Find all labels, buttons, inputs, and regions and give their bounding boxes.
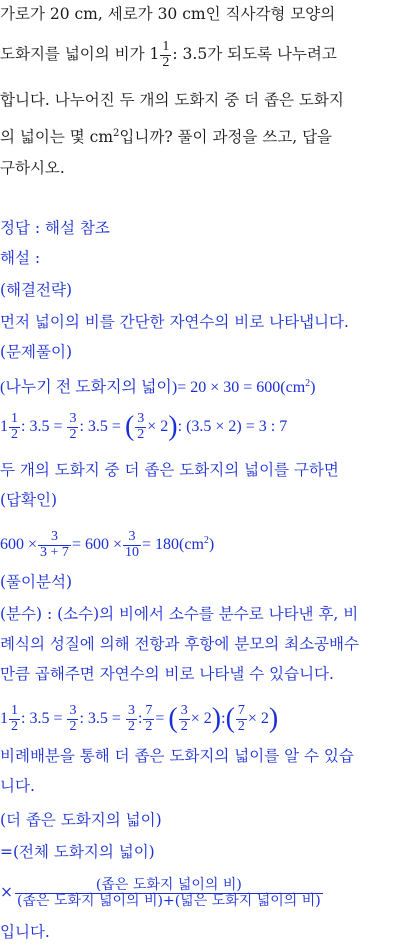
- analysis-line-1: (분수) : (소수)의 비에서 소수를 분수로 나타낸 후, 비: [0, 605, 359, 623]
- strategy-text: 먼저 넓이의 비를 간단한 자연수의 비로 나타냅니다.: [0, 313, 349, 331]
- mixed-fraction: $\frac{1}{2}$: [162, 39, 170, 70]
- area-before-equation: (나누기 전 도화지의 넓이)= $20 \times 30 = 600(cm^2)$: [0, 378, 316, 396]
- ratio-equation-2: 1 $\frac{1}{2}$ : 3.5 = $\frac{3}{2}$ : 3.5 = $\frac{3}{2}$ : $\frac{7}{2}$ = ( $\frac{3}{2}$ × 2):( $\frac{7}{2}$ × 2): [0, 703, 279, 735]
- word-fraction-line: × $\frac{\text{(좁은 도화지 넓이의 비)}}{\text{(좁은 도화지 넓이의 비)+(넓은 도화지 넓이의 비)}}$: [0, 877, 321, 909]
- narrow-sentence: 두 개의 도화지 중 더 좁은 도화지의 넓이를 구하면: [0, 461, 339, 479]
- answer-line: 정답 : 해설 참조: [0, 219, 110, 237]
- problem-text: 가로가 20 cm, 세로가 30 cm인 직사각형 모양의: [0, 5, 336, 23]
- proportional-line-1: 비례배분을 통해 더 좁은 도화지의 넓이를 알 수 있습: [0, 747, 354, 765]
- narrow-area-label: (더 좁은 도화지의 넓이): [0, 811, 162, 829]
- problem-text: 합니다. 나누어진 두 개의 도화지 중 더 좁은 도화지: [0, 91, 344, 109]
- problem-text: : 3.5가 되도록 나누려고: [172, 45, 337, 64]
- word-fraction: $\frac{\text{(좁은 도화지 넓이의 비)}}{\text{(좁은 도화지 넓이의 비)+(넓은 도화지 넓이의 비)}}$: [17, 877, 321, 909]
- analysis-heading: (풀이분석): [0, 573, 72, 591]
- analysis-line-3: 만큼 곱해주면 자연수의 비로 나타낼 수 있습니다.: [0, 665, 334, 683]
- ending-text: 입니다.: [0, 923, 50, 941]
- explain-label: 해설 :: [0, 249, 41, 267]
- problem-line-3: [0, 90, 344, 110]
- problem-text: 도화지를 넓이의 비가 1: [0, 45, 160, 64]
- proportional-line-2: 니다.: [0, 777, 35, 795]
- analysis-line-2: 례식의 성질에 의해 전항과 후항에 분모의 최소공배수: [0, 635, 359, 653]
- problem-line-2: [0, 40, 337, 70]
- strategy-heading: (해결전략): [0, 281, 72, 299]
- problem-line-4: 의 넓이는 몇 $cm^2$입니까? 풀이 과정을 쓰고, 답을: [0, 128, 333, 146]
- calc-equation: 600 × $\frac{3}{3 + 7}$ = 600 × $\frac{3}{10}$ = $180(cm^2)$: [0, 529, 215, 560]
- problem-line-1: [0, 4, 335, 24]
- problem-line-5: 구하시오.: [0, 159, 65, 177]
- solve-heading: (문제풀이): [0, 343, 72, 361]
- ratio-equation: 1 $\frac{1}{2}$ : 3.5 = $\frac{3}{2}$ : 3.5 = ( $\frac{3}{2}$ × 2): (3.5 × 2) = 3 : 7: [0, 411, 288, 443]
- check-heading: (답확인): [0, 491, 58, 509]
- total-area-label: =(전체 도화지의 넓이): [0, 843, 155, 861]
